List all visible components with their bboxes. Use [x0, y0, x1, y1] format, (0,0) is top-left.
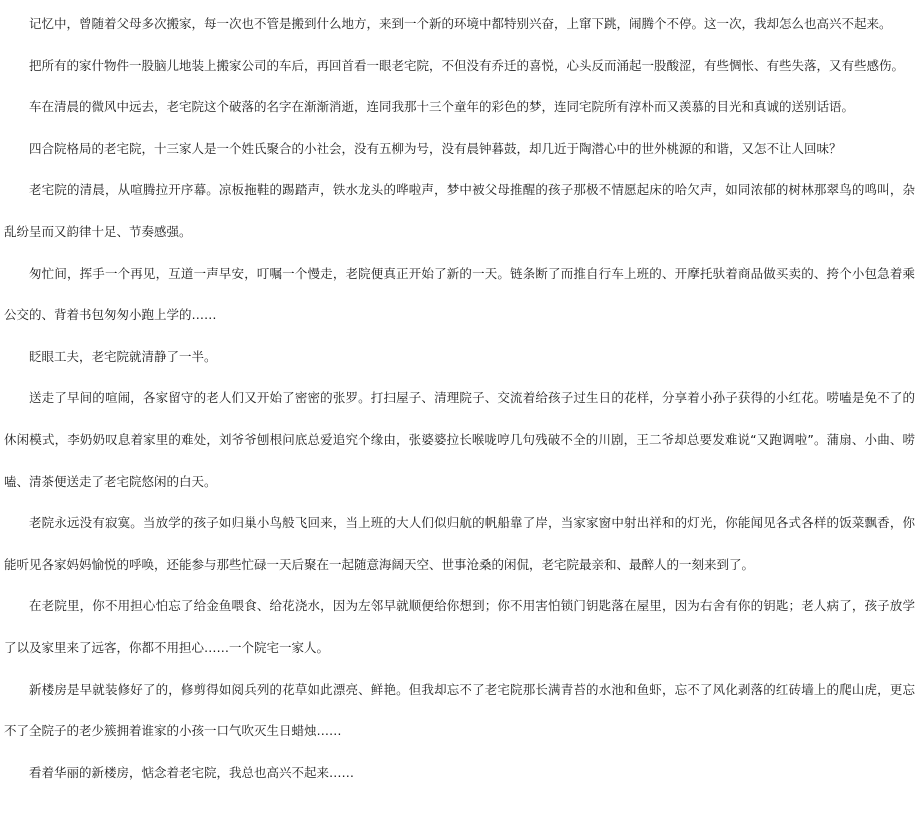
paragraph: 看着华丽的新楼房，惦念着老宅院，我总也高兴不起来……: [29, 764, 355, 780]
paragraph: 记忆中，曾随着父母多次搬家，每一次也不管是搬到什么地方，来到一个新的环境中都特别兴奋，上窜下跳，闹腾个不停。这一次，我却怎么也高兴不起来。: [29, 16, 892, 31]
paragraph: 车在清晨的微风中远去，老宅院这个破落的名字在渐渐消逝，连同我那十三个童年的彩色的梦，连同宅院所有淳朴而又羡慕的目光和真诚的送别话语。: [29, 99, 855, 115]
paragraph: 新楼房是早就装修好了的，修剪得如阅兵列的花草如此漂亮、鲜艳。但我却忘不了老宅院那长满青苔的水池和鱼虾，忘不了风化剥落的红砖墙上的爬山虎，更忘不了全院子的老少簇拥着谁家的小孩一口气吹灭生日蜡烛……: [4, 681, 915, 739]
paragraph: 四合院格局的老宅院，十三家人是一个姓氏聚合的小社会，没有五柳为号，没有晨钟暮鼓，却几近于陶潜心中的世外桃源的和谐，又怎不让人回味？: [29, 140, 842, 156]
paragraph: 送走了早间的喧闹，各家留守的老人们又开始了密密的张罗。打扫屋子、清理院子、交流着给孩子过生日的花样，分享着小孙子获得的小红花。唠嗑是免不了的休闲模式，李奶奶叹息着家里的难处，刘爷爷刨根问底总爱追究个缘由，张婆婆拉长喉咙哼几句残破不全的川剧，王二爷却总要发难说“又跑调啦”。蒲扇、小曲、唠嗑、清茶便送走了老宅院悠闲的白天。: [4, 390, 915, 489]
paragraph: 老宅院的清晨，从喧腾拉开序幕。凉板拖鞋的踢踏声，铁水龙头的哗啦声，梦中被父母推醒的孩子那极不情愿起床的哈欠声，如同浓郁的树林那翠鸟的鸣叫，杂乱纷呈而又韵律十足、节奏感强。: [4, 182, 915, 239]
paragraph: 把所有的家什物件一股脑儿地装上搬家公司的车后，再回首看一眼老宅院，不但没有乔迁的喜悦，心头反而涌起一股酸涩，有些惆怅、有些失落，又有些感伤。: [29, 57, 905, 73]
paragraph: 老院永远没有寂寞。当放学的孩子如归巢小鸟般飞回来，当上班的大人们似归航的帆船靠了岸，当家家窗中射出祥和的灯光，你能闻见各式各样的饭菜飘香，你能听见各家妈妈愉悦的呼唤，还能参与那些忙碌一天后聚在一起随意海阔天空、世事沧桑的闲侃，老宅院最亲和、最醉人的一刻来到了。: [4, 515, 915, 572]
paragraph: 在老院里，你不用担心怕忘了给金鱼喂食、给花浇水，因为左邻早就顺便给你想到；你不用害怕锁门钥匙落在屋里，因为右舍有你的钥匙；老人病了，孩子放学了以及家里来了远客，你都不用担心……一个院宅一家人。: [4, 598, 915, 655]
paragraph: 匆忙间，挥手一个再见，互道一声早安，叮嘱一个慢走，老院便真正开始了新的一天。链条断了而推自行车上班的、开摩托驮着商品做买卖的、挎个小包急着乘公交的、背着书包匆匆小跑上学的……: [4, 265, 915, 323]
paragraph: 眨眼工夫，老宅院就清静了一半。: [29, 348, 217, 364]
